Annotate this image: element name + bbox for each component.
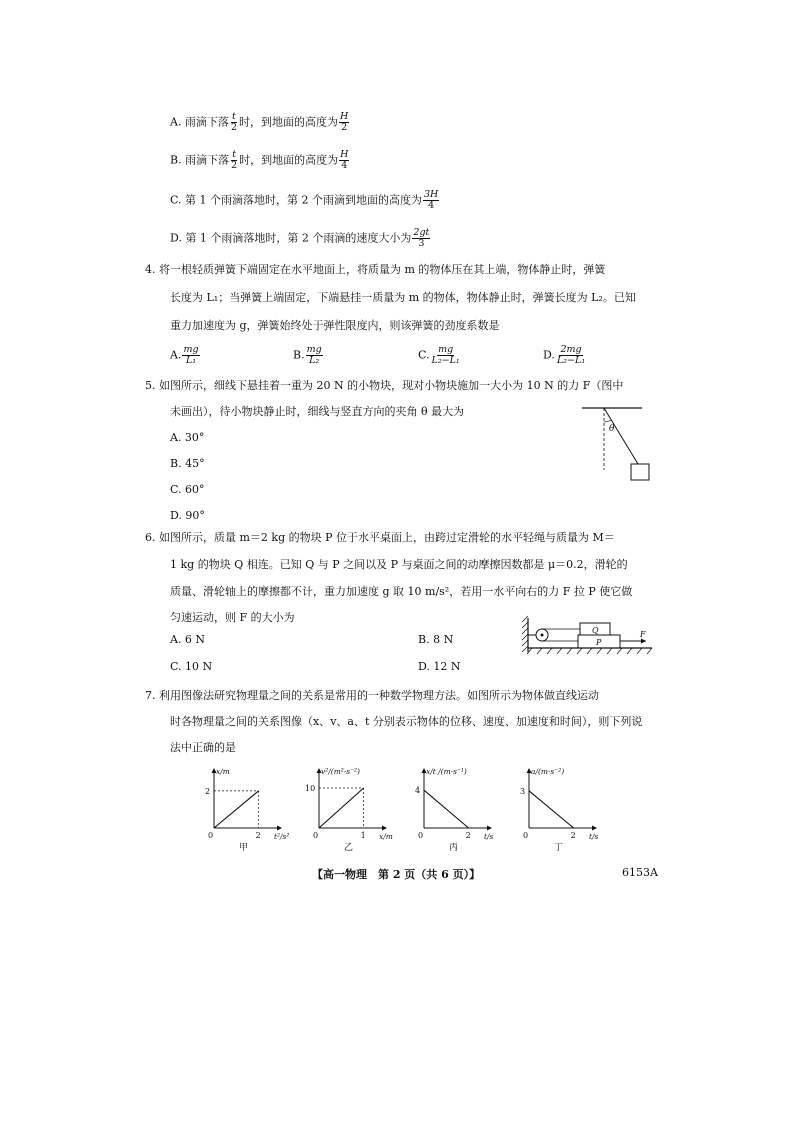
q5-pendulum-figure bbox=[580, 400, 660, 490]
chart-ding bbox=[515, 762, 605, 852]
q5-option-a: A. 30° bbox=[170, 431, 205, 444]
q5-option-d: D. 90° bbox=[170, 509, 205, 522]
x-axis-label: t/s bbox=[484, 832, 494, 841]
q6-line-2: 1 kg 的物块 Q 相连。已知 Q 与 P 之间以及 P 与桌面之间的动摩擦因数都是 μ＝0.2，滑轮的 bbox=[170, 558, 628, 571]
y-axis-label: a/(m·s⁻²) bbox=[531, 767, 565, 776]
q4-option-a: A. $\frac{mg}{\text{L₁}}$ bbox=[170, 344, 199, 366]
q6-pulley-figure bbox=[518, 614, 658, 662]
x-axis-arrow bbox=[592, 826, 597, 831]
q6-option-b: B. 8 N bbox=[418, 633, 454, 646]
q6-option-d: D. 12 N bbox=[418, 660, 461, 673]
q4-option-b: B. $\frac{mg}{\text{L₂}}$ bbox=[293, 344, 322, 366]
tick-label-y: 2 bbox=[205, 786, 211, 796]
tick-label-origin: 0 bbox=[418, 831, 424, 840]
q6-line-4: 匀速运动，则 F 的大小为 bbox=[170, 611, 295, 624]
series-line bbox=[214, 791, 259, 828]
y-axis-label: x/m bbox=[216, 767, 230, 776]
x-axis-arrow bbox=[277, 826, 282, 831]
q7-line-2: 时各物理量之间的关系图像（x、v、a、t 分别表示物体的位移、速度、加速度和时间），则下列说 bbox=[170, 715, 643, 728]
tick-label-y: 4 bbox=[415, 786, 421, 796]
q5-option-b: B. 45° bbox=[170, 457, 205, 470]
q3-option-b: B. 雨滴下落 $\frac{t}{2}$ 时，到地面的高度为 $\frac{H}{4}$ bbox=[170, 149, 349, 171]
tick-label-x: 2 bbox=[255, 831, 261, 840]
y-axis-label: v²/(m²·s⁻²) bbox=[321, 767, 360, 776]
q7-line-3: 法中正确的是 bbox=[170, 741, 236, 754]
q3-option-a: A. 雨滴下落 $\frac{t}{2}$ 时，到地面的高度为 $\frac{H}{2}$ bbox=[170, 111, 349, 133]
chart-caption: 甲 bbox=[239, 843, 249, 852]
x-axis-label: t/s bbox=[589, 832, 599, 841]
q6-line-3: 质量、滑轮轴上的摩擦都不计，重力加速度 g 取 10 m/s²，若用一水平向右的力 F 拉 P 使它做 bbox=[170, 585, 633, 598]
x-axis-arrow bbox=[382, 826, 387, 831]
tick-label-y: 10 bbox=[305, 784, 316, 793]
theta-label: θ bbox=[609, 424, 615, 434]
x-axis-arrow bbox=[487, 826, 492, 831]
tick-label-origin: 0 bbox=[208, 831, 214, 840]
q4-line-2: 长度为 L₁；当弹簧上端固定，下端悬挂一质量为 m 的物体，物体静止时，弹簧长度为 L₂。已知 bbox=[170, 291, 636, 304]
label-p: P bbox=[596, 638, 602, 647]
page-footer: 【高一物理 第 2 页（共 6 页）】 bbox=[312, 868, 481, 881]
x-axis-label: t²/s² bbox=[274, 832, 290, 841]
q5-line-2: 未画出），待小物块静止时，细线与竖直方向的夹角 θ 最大为 bbox=[170, 405, 465, 418]
q3-option-c: C. 第 1 个雨滴落地时，第 2 个雨滴到地面的高度为 $\frac{3H}{4}$ bbox=[170, 189, 439, 211]
q7-line-1: 7. 利用图像法研究物理量之间的关系是常用的一种数学物理方法。如图所示为物体做直线运动 bbox=[145, 689, 599, 702]
q6-option-a: A. 6 N bbox=[170, 633, 206, 646]
label-q: Q bbox=[592, 626, 599, 635]
tick-label-x: 2 bbox=[570, 831, 576, 840]
tick-label-x: 1 bbox=[360, 831, 366, 840]
q4-option-d: D. $\frac{2mg}{\text{L₂−L₁}}$ bbox=[543, 344, 586, 366]
label-f: F bbox=[640, 630, 646, 639]
chart-caption: 丙 bbox=[449, 843, 459, 852]
y-axis-label: x/t /(m·s⁻¹) bbox=[426, 767, 467, 776]
x-axis-label: x/m bbox=[379, 832, 393, 841]
q4-option-c: C. $\frac{mg}{\text{L₂−L₁}}$ bbox=[418, 344, 460, 366]
q4-line-1: 4. 将一根轻质弹簧下端固定在水平地面上，将质量为 m 的物体压在其上端，物体静止时，弹簧 bbox=[145, 263, 606, 276]
q3-option-d: D. 第 1 个雨滴落地时，第 2 个雨滴的速度大小为 $\frac{2gt}{3}$ bbox=[170, 227, 430, 249]
series-line bbox=[529, 791, 574, 828]
q4-line-3: 重力加速度为 g，弹簧始终处于弹性限度内，则该弹簧的劲度系数是 bbox=[170, 319, 500, 332]
tick-label-x: 2 bbox=[465, 831, 471, 840]
chart-caption: 乙 bbox=[344, 843, 354, 852]
paper-code: 6153A bbox=[622, 866, 658, 879]
chart-yi bbox=[305, 762, 405, 852]
series-line bbox=[319, 788, 364, 828]
chart-bing bbox=[410, 762, 500, 852]
q5-line-1: 5. 如图所示，细线下悬挂着一重为 20 N 的小物块，现对小物块施加一大小为 10 N 的力 F（图中 bbox=[145, 379, 624, 392]
tick-label-y: 3 bbox=[520, 786, 526, 796]
q5-option-c: C. 60° bbox=[170, 483, 205, 496]
q6-line-1: 6. 如图所示，质量 m＝2 kg 的物块 P 位于水平桌面上，由跨过定滑轮的水平轻绳与质量为 M＝ bbox=[145, 531, 615, 544]
chart-caption: 丁 bbox=[554, 843, 564, 852]
tick-label-origin: 0 bbox=[313, 831, 319, 840]
tick-label-origin: 0 bbox=[523, 831, 529, 840]
series-line bbox=[424, 790, 469, 828]
chart-jia bbox=[200, 762, 290, 852]
q6-option-c: C. 10 N bbox=[170, 660, 213, 673]
